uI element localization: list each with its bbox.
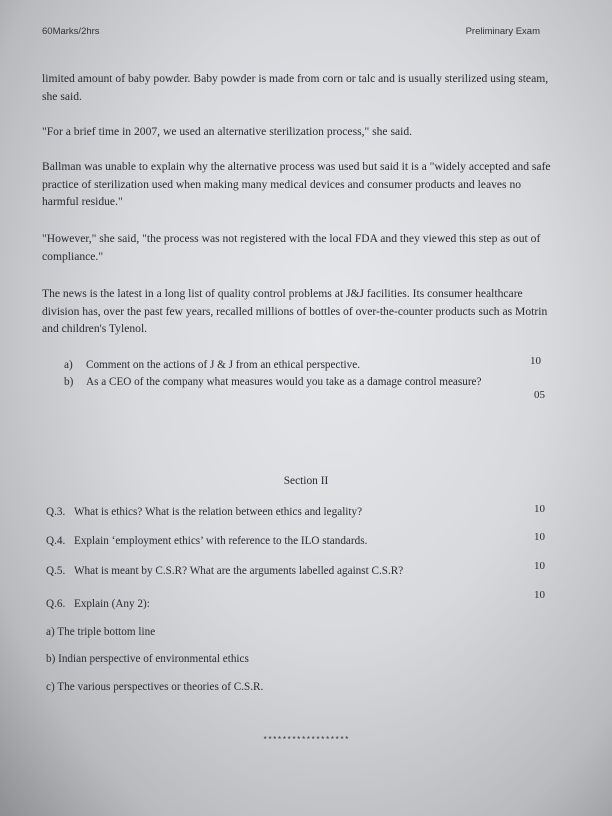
question-text: What is meant by C.S.R? What are the arguments labelled against C.S.R? [74,565,404,577]
question-text: What is ethics? What is the relation between ethics and legality? [74,506,363,518]
question-marks: 10 [534,503,545,515]
paragraph: limited amount of baby powder. Baby powder is made from corn or talc and is usually sterilized using steam, she said. [42,72,549,103]
exam-title: Preliminary Exam [465,26,540,37]
subquestion-label: b) [64,376,74,388]
subquestion-marks: 10 [530,355,541,367]
subquestion-text: Comment on the actions of J & J from an ethical perspective. [86,359,361,371]
question-number: Q.6. [46,598,66,610]
subquestion-text: As a CEO of the company what measures would you take as a damage control measure? [86,376,482,388]
option-item: a) The triple bottom line [46,626,156,638]
question-marks: 10 [534,531,545,543]
question-number: Q.3. [46,506,66,518]
question-number: Q.4. [46,535,66,547]
question-marks: 10 [534,560,545,572]
option-item: b) Indian perspective of environmental ethics [46,653,249,665]
paragraph: "However," she said, "the process was not registered with the local FDA and they viewed this step as out of compliance." [42,232,541,263]
end-marker: ****************** [262,736,350,745]
section-title: Section II [283,475,329,487]
question-row [46,565,526,577]
paragraph: The news is the latest in a long list of quality control problems at J&J facilities. Its consumer healthcare division has, over the past few years, recalled millions of bottles of over-the-counter products such as Motrin and children's Tylenol. [42,287,548,335]
paragraph: Ballman was unable to explain why the alternative process was used but said it is a "widely accepted and safe practice of sterilization used when making many medical devices and consumer products and leaves no harmful residue." [42,160,551,208]
question-row [46,535,526,547]
subquestion-a [64,357,534,373]
question-text: Explain (Any 2): [74,598,150,610]
question-text: Explain ‘employment ethics’ with reference to the ILO standards. [74,535,368,547]
marks-duration: 60Marks/2hrs [42,26,100,37]
question-row [46,506,526,518]
question-marks: 10 [534,589,545,601]
question-row [46,598,526,610]
subquestion-b [64,374,524,390]
paragraph: "For a brief time in 2007, we used an alternative sterilization process," she said. [42,125,413,138]
subquestion-marks: 05 [534,389,545,401]
subquestion-label: a) [64,359,73,371]
question-number: Q.5. [46,565,66,577]
option-item: c) The various perspectives or theories of C.S.R. [46,681,264,693]
